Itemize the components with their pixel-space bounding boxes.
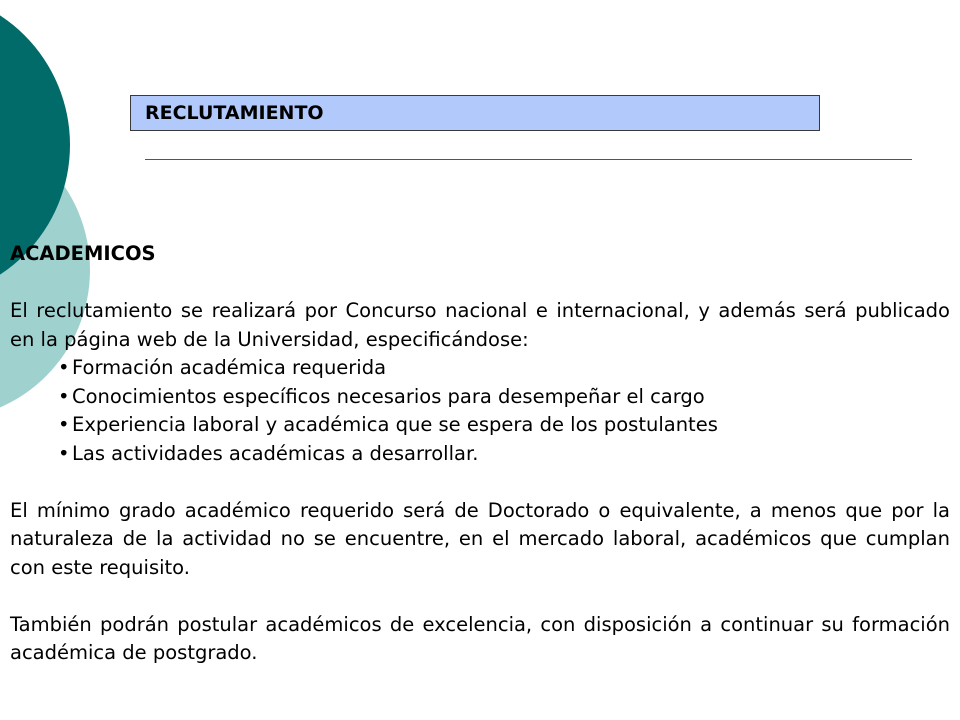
list-item-text: Experiencia laboral y académica que se espera de los postulantes <box>72 413 718 436</box>
intro-paragraph: El reclutamiento se realizará por Concurso nacional e internacional, y además será publicado en la página web de la Universidad, especificándose: <box>10 299 950 351</box>
list-item <box>58 440 950 469</box>
section-heading: ACADEMICOS <box>10 242 156 265</box>
bullet-icon: • <box>58 356 70 379</box>
slide-body <box>10 240 950 668</box>
requirements-list <box>10 354 950 468</box>
bullet-icon: • <box>58 413 70 436</box>
list-item <box>58 383 950 412</box>
list-item-text: Formación académica requerida <box>72 356 387 379</box>
slide-title: RECLUTAMIENTO <box>130 95 820 131</box>
bullet-icon: • <box>58 441 70 465</box>
title-divider <box>145 159 912 160</box>
list-item <box>58 354 950 383</box>
bullet-icon: • <box>58 384 70 408</box>
excellence-paragraph: También podrán postular académicos de excelencia, con disposición a continuar su formación académica de postgrado. <box>10 612 950 664</box>
list-item-text: Las actividades académicas a desarrollar. <box>72 441 479 465</box>
list-item-text: Conocimientos específicos necesarios para desempeñar el cargo <box>72 384 705 408</box>
list-item <box>58 411 950 440</box>
degree-paragraph: El mínimo grado académico requerido será de Doctorado o equivalente, a menos que por la naturaleza de la actividad no se encuentre, en el mercado laboral, académicos que cumplan con este requisito. <box>10 498 950 579</box>
